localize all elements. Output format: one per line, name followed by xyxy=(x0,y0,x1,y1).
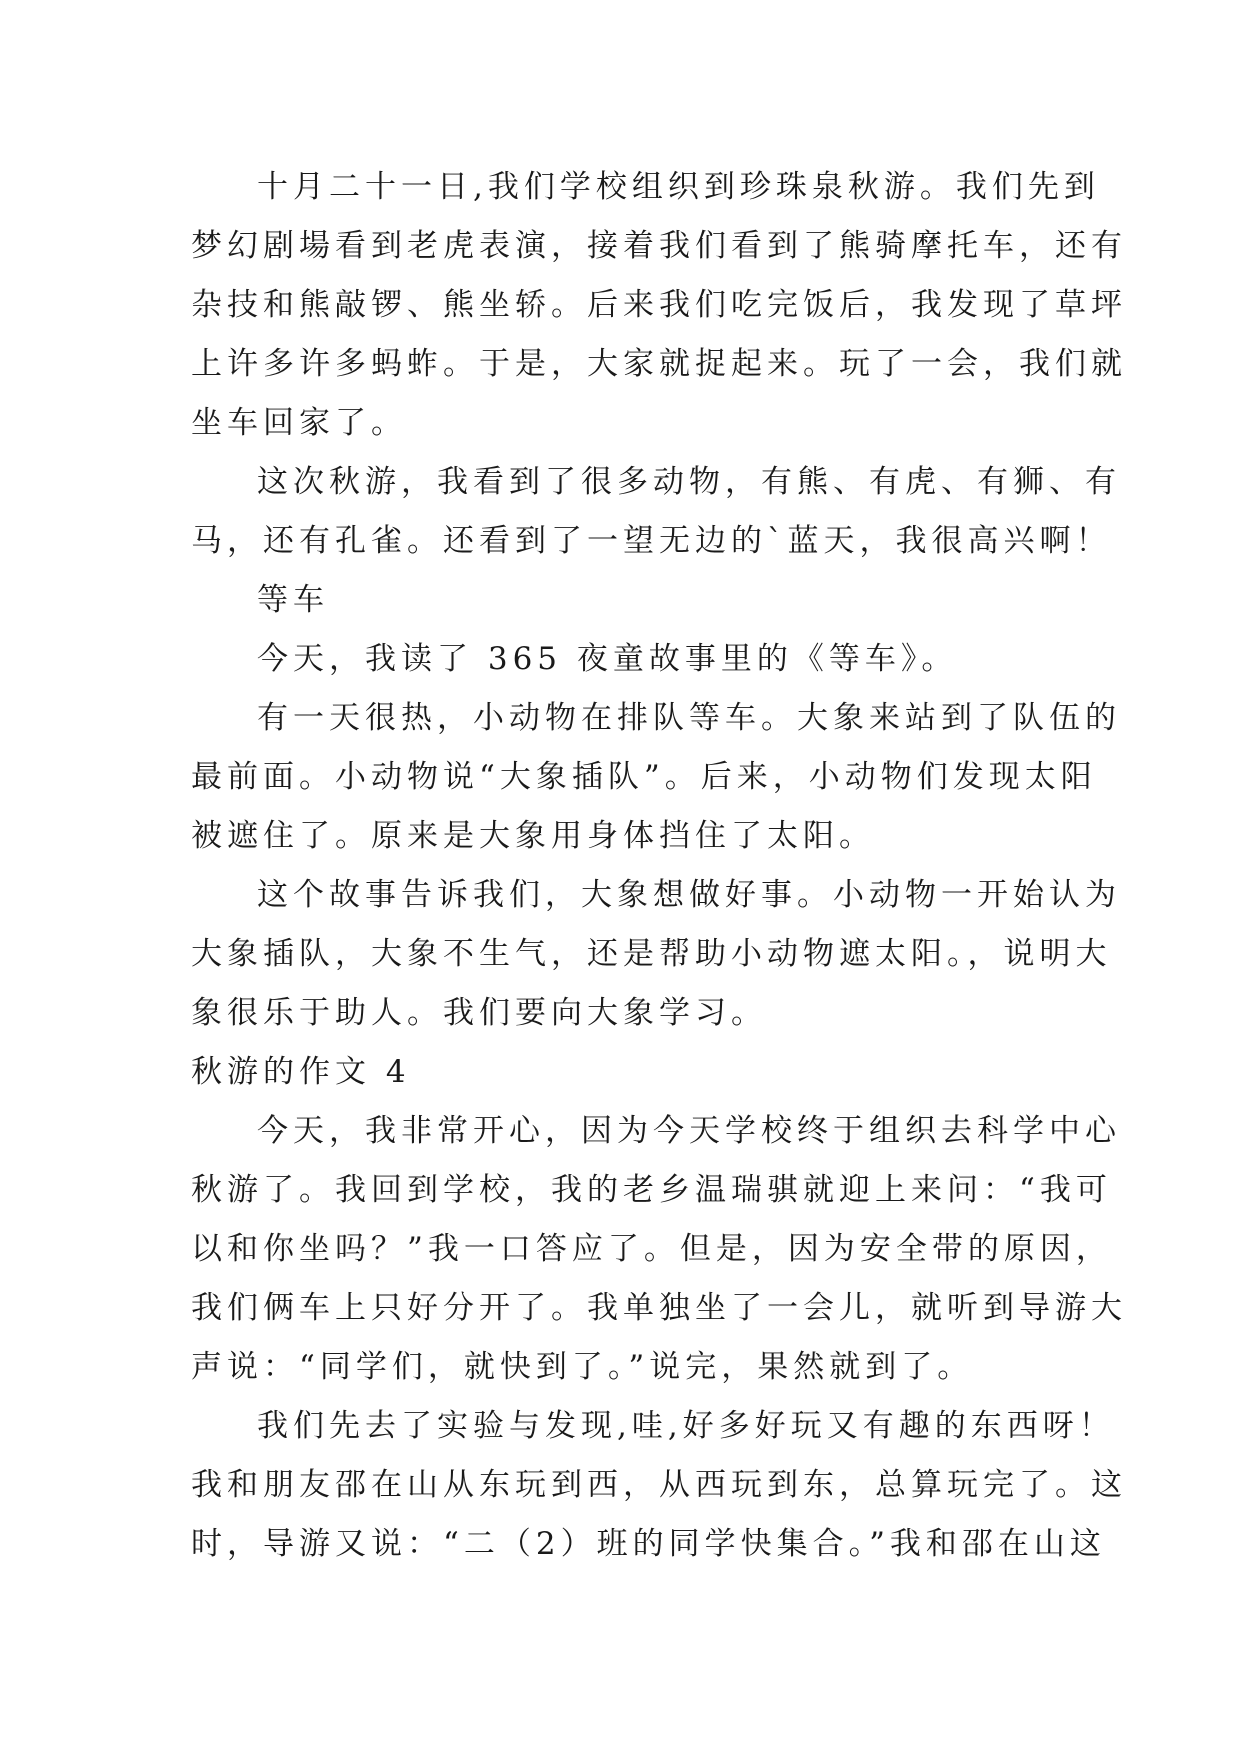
text-line: 我和朋友邵在山从东玩到西，从西玩到东，总算玩完了。这 xyxy=(191,1467,1127,1503)
text-line: 最前面。小动物说“大象插队”。后来，小动物们发现太阳 xyxy=(191,759,1097,795)
text-line: 杂技和熊敲锣、熊坐轿。后来我们吃完饭后，我发现了草坪 xyxy=(191,287,1127,323)
text-line: 等车 xyxy=(257,582,329,618)
text-line: 秋游了。我回到学校，我的老乡温瑞骐就迎上来问：“我可 xyxy=(191,1172,1112,1208)
text-line: 这次秋游，我看到了很多动物，有熊、有虎、有狮、有 xyxy=(257,464,1121,500)
text-line: 上许多许多蚂蚱。于是，大家就捉起来。玩了一会，我们就 xyxy=(191,346,1127,382)
text-line: 声说：“同学们，就快到了。”说完，果然就到了。 xyxy=(191,1349,974,1385)
text-line: 大象插队，大象不生气，还是帮助小动物遮太阳。，说明大 xyxy=(191,936,1112,972)
text-line: 有一天很热，小动物在排队等车。大象来站到了队伍的 xyxy=(257,700,1121,736)
text-line: 时，导游又说：“二（2）班的同学快集合。”我和邵在山这 xyxy=(191,1526,1106,1562)
text-line: 我们先去了实验与发现,哇,好多好玩又有趣的东西呀！ xyxy=(257,1408,1115,1444)
text-line: 象很乐于助人。我们要向大象学习。 xyxy=(191,995,767,1031)
text-line: 十月二十一日,我们学校组织到珍珠泉秋游。我们先到 xyxy=(257,169,1100,205)
text-line: 我们俩车上只好分开了。我单独坐了一会儿，就听到导游大 xyxy=(191,1290,1127,1326)
text-line: 以和你坐吗？”我一口答应了。但是，因为安全带的原因， xyxy=(191,1231,1112,1267)
document-body xyxy=(191,158,1127,1574)
text-line: 秋游的作文 4 xyxy=(191,1054,411,1090)
text-line: 被遮住了。原来是大象用身体挡住了太阳。 xyxy=(191,818,875,854)
text-line: 马，还有孔雀。还看到了一望无边的`蓝天，我很高兴啊！ xyxy=(191,523,1112,559)
text-line: 坐车回家了。 xyxy=(191,405,407,441)
text-line: 今天，我非常开心，因为今天学校终于组织去科学中心 xyxy=(257,1113,1121,1149)
text-line: 梦幻剧場看到老虎表演，接着我们看到了熊骑摩托车，还有 xyxy=(191,228,1127,264)
text-line: 今天，我读了 365 夜童故事里的《等车》。 xyxy=(257,641,958,677)
text-line: 这个故事告诉我们，大象想做好事。小动物一开始认为 xyxy=(257,877,1121,913)
